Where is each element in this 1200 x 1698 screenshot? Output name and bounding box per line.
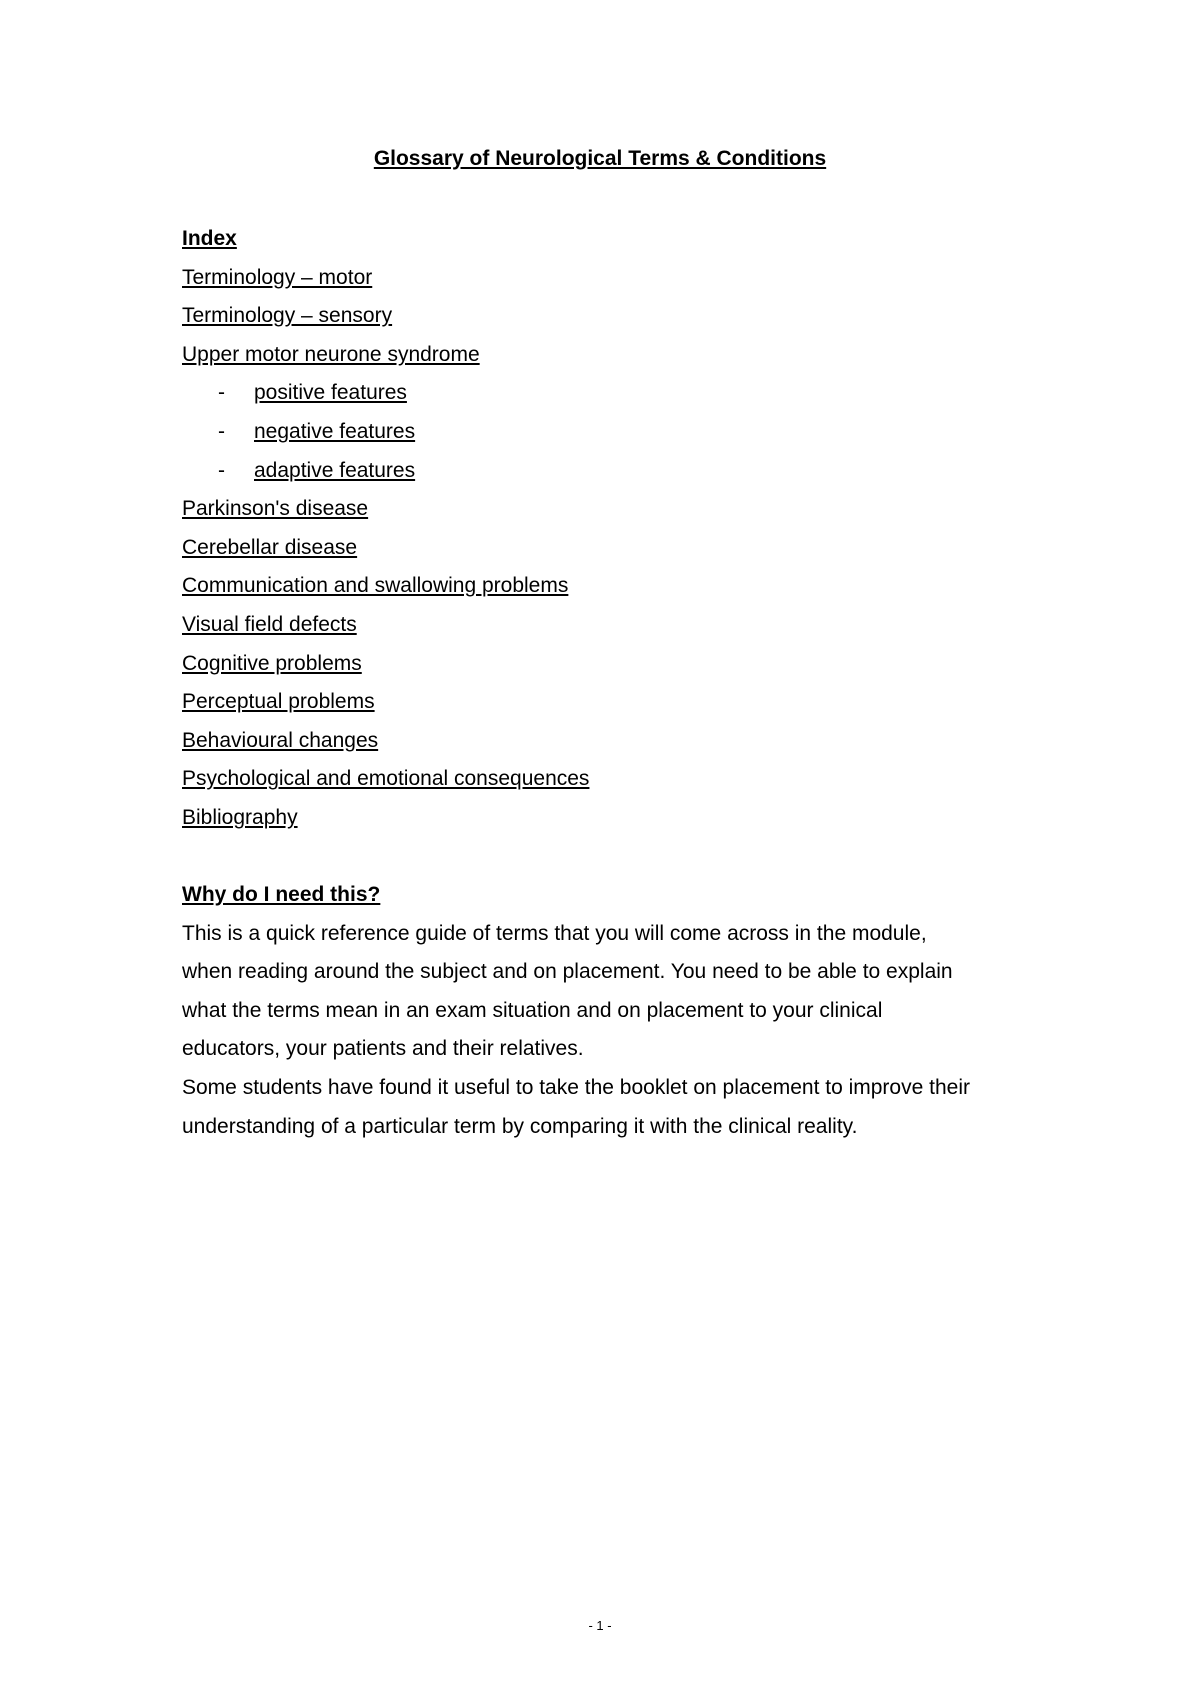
list-dash-marker: - bbox=[218, 381, 225, 405]
index-heading: Index bbox=[182, 227, 237, 250]
list-dash-marker: - bbox=[218, 458, 225, 482]
section-spacer bbox=[182, 838, 1042, 877]
index-link[interactable]: Behavioural changes bbox=[182, 728, 379, 752]
index-link[interactable]: Terminology – motor bbox=[182, 265, 373, 289]
index-link[interactable]: Visual field defects bbox=[182, 612, 357, 636]
paragraph-line: This is a quick reference guide of terms that you will come across in the module, bbox=[182, 921, 927, 945]
index-subitem bbox=[182, 374, 1042, 413]
index-link[interactable]: Bibliography bbox=[182, 805, 298, 829]
index-item bbox=[182, 799, 1042, 838]
index-item bbox=[182, 529, 1042, 568]
index-link[interactable]: Communication and swallowing problems bbox=[182, 574, 569, 598]
index-item bbox=[182, 567, 1042, 606]
index-link[interactable]: Terminology – sensory bbox=[182, 304, 393, 328]
list-dash-marker: - bbox=[218, 419, 225, 443]
index-subitem bbox=[182, 413, 1042, 452]
index-item bbox=[182, 490, 1042, 529]
index-item bbox=[182, 259, 1042, 298]
index-link[interactable]: adaptive features bbox=[254, 458, 416, 482]
index-link[interactable]: Cerebellar disease bbox=[182, 535, 358, 559]
index-link[interactable]: Cognitive problems bbox=[182, 651, 362, 675]
paragraph-line: what the terms mean in an exam situation and on placement to your clinical bbox=[182, 998, 883, 1022]
index-link[interactable]: Parkinson's disease bbox=[182, 497, 369, 521]
index-link[interactable]: positive features bbox=[254, 381, 407, 405]
document-body bbox=[182, 220, 1042, 1146]
index-item bbox=[182, 760, 1042, 799]
index-link[interactable]: Psychological and emotional consequences bbox=[182, 767, 590, 791]
paragraph-line: when reading around the subject and on placement. You need to be able to explain bbox=[182, 960, 953, 984]
index-item bbox=[182, 606, 1042, 645]
paragraph-line: educators, your patients and their relatives. bbox=[182, 1037, 584, 1061]
index-link[interactable]: Perceptual problems bbox=[182, 690, 375, 714]
index-item bbox=[182, 336, 1042, 375]
index-item bbox=[182, 645, 1042, 684]
booklet-paragraph bbox=[182, 1069, 1042, 1146]
index-subitem bbox=[182, 452, 1042, 491]
paragraph-line: understanding of a particular term by comparing it with the clinical reality. bbox=[182, 1114, 858, 1138]
intro-paragraph bbox=[182, 915, 1042, 1069]
index-item bbox=[182, 683, 1042, 722]
paragraph-line: Some students have found it useful to take the booklet on placement to improve their bbox=[182, 1076, 970, 1100]
index-link[interactable]: Upper motor neurone syndrome bbox=[182, 342, 480, 366]
page-number: - 1 - bbox=[588, 1618, 612, 1633]
why-heading: Why do I need this? bbox=[182, 883, 381, 907]
index-link[interactable]: negative features bbox=[254, 419, 416, 443]
index-item bbox=[182, 297, 1042, 336]
index-list bbox=[182, 259, 1042, 838]
index-item bbox=[182, 722, 1042, 761]
document-title: Glossary of Neurological Terms & Conditions bbox=[373, 147, 827, 170]
